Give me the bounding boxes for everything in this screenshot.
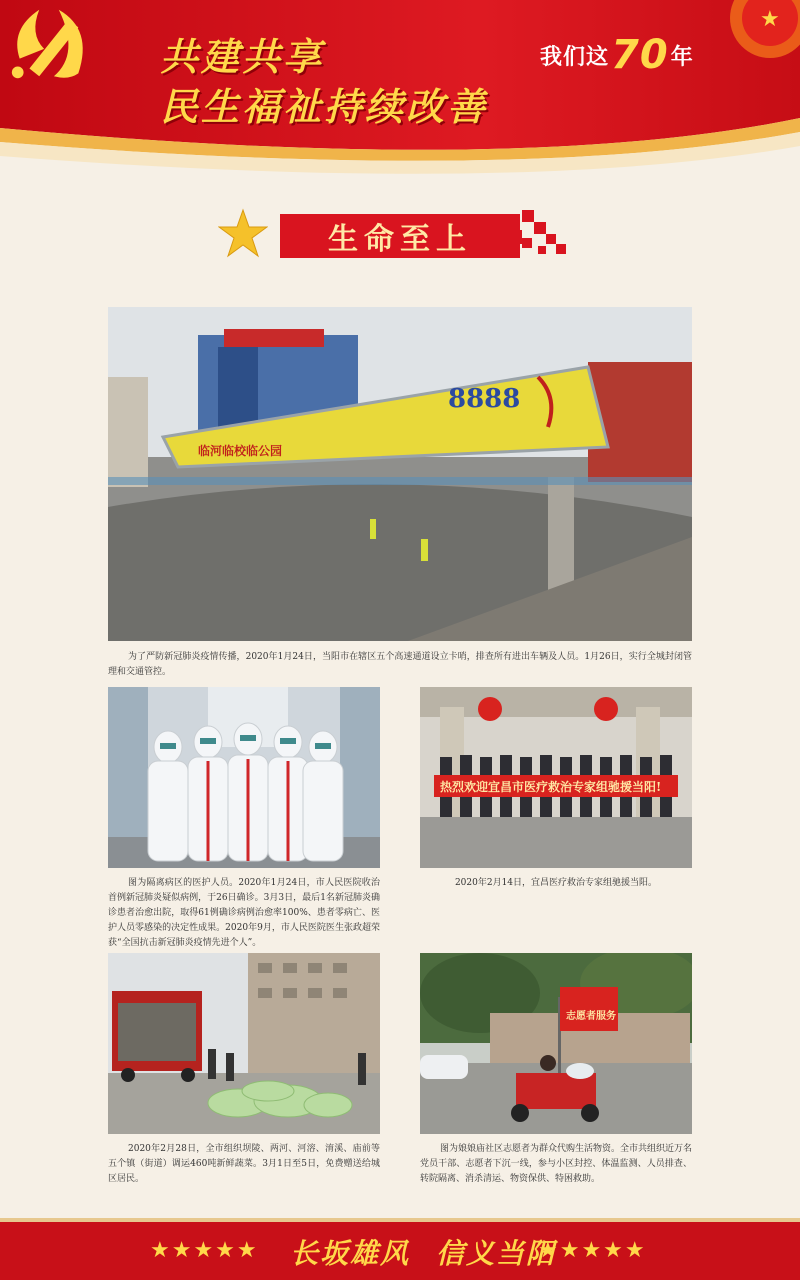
section-title: 生命至上 — [280, 214, 520, 258]
photo-vegetables — [108, 953, 380, 1134]
welcome-banner-text: 热烈欢迎宜昌市医疗救治专家组驰援当阳! — [440, 780, 662, 794]
party-emblem-icon — [0, 0, 98, 88]
caption-medical-staff: 图为隔离病区的医护人员。2020年1月24日，市人民医院收治首例新冠肺炎疑似病例，于26日确诊。3月3日，最后1名新冠肺炎确诊患者治愈出院，取得61例确诊病例治愈率100%、患者零病亡、医护人员零感染的决定性成果。2020年9月，市人民医院医生张政超荣获“全国抗击新冠肺炎疫情先进个人”。 — [108, 878, 380, 948]
caption-volunteers: 图为娘娘庙社区志愿者为群众代购生活物资。全市共组织近万名党员干部、志愿者下沉一线，参与小区封控、体温监测、人员排查、转院隔离、消杀清运、物资保供、特困救助。 — [420, 1144, 693, 1184]
header-title-line1: 共建共享 — [160, 35, 325, 79]
anniversary-number: 70 — [611, 32, 669, 78]
header — [0, 0, 800, 178]
footer-motto-left: 长坂雄风 — [290, 1237, 411, 1270]
caption-checkpoint: 为了严防新冠肺炎疫情传播，2020年1月24日，当阳市在辖区五个高速通道设立卡哨，排查所有进出车辆及人员。1月26日，实行全城封闭管理和交通管控。 — [108, 652, 692, 677]
anniversary-suffix: 年 — [670, 44, 694, 70]
photo-checkpoint — [108, 307, 692, 641]
checker-decoration — [494, 208, 584, 258]
caption-expert-team: 2020年2月14日，宜昌医疗救治专家组驰援当阳。 — [454, 878, 658, 888]
billboard-number: 8888 — [448, 384, 521, 414]
footer-stars-left: ★★★★★ — [150, 1238, 259, 1263]
footer-motto-right: 信义当阳 — [436, 1237, 557, 1270]
footer-stars-right: ★★★★★ — [538, 1238, 647, 1263]
billboard-slogan: 临河临校临公园 — [198, 444, 283, 458]
anniversary-prefix: 我们这 — [540, 44, 610, 70]
volunteer-flag-text: 志愿者服务 — [566, 1011, 616, 1022]
caption-vegetables: 2020年2月28日，全市组织坝陵、两河、河溶、淯溪、庙前等五个镇（街道）调运460吨新鲜蔬菜。3月1日至5日，免费赠送给城区居民。 — [108, 1144, 380, 1184]
photo-medical-staff — [108, 687, 380, 868]
footer-motto — [290, 1232, 556, 1272]
footer — [0, 1218, 800, 1280]
header-title-line2: 民生福祉持续改善 — [160, 85, 489, 129]
photo-volunteers — [420, 953, 692, 1134]
svg-text:★: ★ — [760, 7, 780, 32]
photo-expert-team — [420, 687, 692, 868]
star-icon — [218, 208, 268, 258]
section-heading — [218, 208, 588, 258]
anniversary-logo — [540, 32, 694, 78]
